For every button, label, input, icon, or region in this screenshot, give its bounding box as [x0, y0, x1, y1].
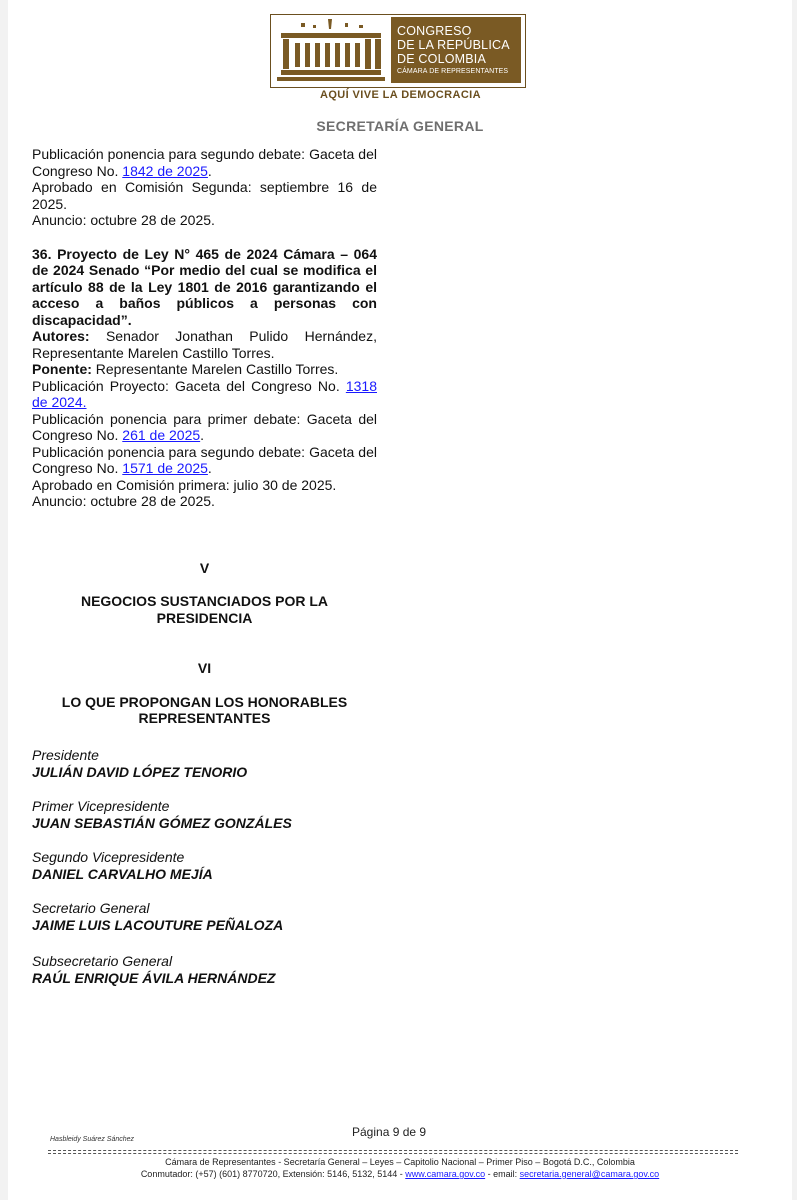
document-page — [8, 0, 792, 1200]
footer-contact: Conmutador: (+57) (601) 8770720, Extensión: 5146, 5132, 5144 - www.camara.gov.co - email: secretaria.general@camara.gov.co — [140, 1169, 660, 1179]
item-36-aprobado: Aprobado en Comisión primera: julio 30 de 2025. — [32, 476, 337, 493]
spacer — [32, 576, 377, 593]
signature-secretario-general — [32, 900, 377, 934]
spacer — [32, 510, 377, 560]
spacer — [32, 229, 377, 246]
signature-role: Segundo Vicepresidente — [32, 848, 185, 865]
page-number: Página 9 de 9 — [352, 1125, 427, 1139]
section-vi-number: VI — [197, 660, 212, 676]
agenda-column — [32, 146, 377, 987]
item-36-title: 36. Proyecto de Ley N° 465 de 2024 Cámara – 064 de 2024 Senado “Por medio del cual se modifica el artículo 88 de la Ley 1801 de 2016 garantizando el acceso a baños públicos a personas con discapacidad”. — [32, 245, 377, 328]
paragraph-anuncio: Anuncio: octubre 28 de 2025. — [32, 212, 215, 228]
spacer — [32, 781, 377, 798]
item-36-autores: Autores: Senador Jonathan Pulido Hernández, Representante Marelen Castillo Torres. — [32, 328, 377, 361]
spacer — [32, 934, 377, 953]
signature-name: DANIEL CARVALHO MEJÍA — [32, 865, 213, 882]
spacer — [32, 883, 377, 900]
item-36-pub-proyecto: Publicación Proyecto: Gaceta del Congreso No. 1318 de 2024. — [32, 377, 377, 410]
footer-address: Cámara de Representantes - Secretaría General – Leyes – Capitolio Nacional – Primer Piso – Bogotá D.C., Colombia — [165, 1157, 635, 1167]
document-author: Hasbleidy Suárez Sánchez — [50, 1136, 135, 1143]
capitol-columns-logo-icon — [273, 17, 389, 83]
signature-name: JAIME LUIS LACOUTURE PEÑALOZA — [32, 916, 284, 933]
logo-frame — [270, 14, 526, 88]
section-heading: SECRETARÍA GENERAL — [316, 118, 484, 134]
signature-segundo-vicepresidente — [32, 849, 377, 883]
item-36-ponente: Ponente: Representante Marelen Castillo Torres. — [32, 361, 339, 377]
signature-subsecretario-general — [32, 953, 377, 987]
signature-name: JULIÁN DAVID LÓPEZ TENORIO — [32, 763, 248, 780]
section-vi-title: LO QUE PROPONGAN LOS HONORABLES REPRESENTANTES — [61, 693, 348, 726]
signature-role: Primer Vicepresidente — [32, 797, 170, 814]
signature-name: JUAN SEBASTIÁN GÓMEZ GONZÁLES — [32, 814, 292, 831]
signature-presidente — [32, 747, 377, 781]
congreso-logo — [270, 14, 526, 104]
logo-text — [391, 17, 521, 83]
gaceta-link-1318[interactable]: 1318 de 2024. — [32, 377, 377, 410]
signature-block — [32, 747, 377, 987]
logo-line-3: DE COLOMBIA — [397, 51, 487, 66]
gaceta-link-261[interactable]: 261 de 2025 — [122, 427, 201, 443]
item-36-pub-segundo: Publicación ponencia para segundo debate: Gaceta del Congreso No. 1571 de 2025. — [32, 443, 377, 476]
gaceta-link-1842[interactable]: 1842 de 2025 — [122, 162, 208, 179]
signature-name: RAÚL ENRIQUE ÁVILA HERNÁNDEZ — [32, 969, 276, 986]
paragraph-aprobado: Aprobado en Comisión Segunda: septiembre 16 de 2025. — [32, 179, 377, 212]
website-link[interactable]: www.camara.gov.co — [405, 1169, 486, 1179]
footer-divider — [48, 1153, 738, 1154]
section-v-number: V — [199, 559, 210, 576]
spacer — [32, 626, 377, 660]
signature-role: Presidente — [32, 746, 99, 763]
logo-tagline: AQUÍ VIVE LA DEMOCRACIA — [320, 89, 481, 101]
signature-role: Subsecretario General — [32, 952, 173, 969]
footer-divider — [48, 1150, 738, 1151]
item-36-anuncio: Anuncio: octubre 28 de 2025. — [32, 493, 215, 509]
paragraph-publicacion-segundo: Publicación ponencia para segundo debate: Gaceta del Congreso No. 1842 de 2025. — [32, 146, 377, 179]
email-link[interactable]: secretaria.general@camara.gov.co — [519, 1169, 660, 1179]
spacer — [32, 832, 377, 849]
spacer — [32, 727, 377, 747]
section-v-title: NEGOCIOS SUSTANCIADOS POR LA PRESIDENCIA — [80, 593, 329, 626]
spacer — [32, 677, 377, 694]
gaceta-link-1571[interactable]: 1571 de 2025 — [122, 460, 208, 476]
signature-primer-vicepresidente — [32, 798, 377, 832]
logo-line-1: CONGRESO — [397, 23, 472, 38]
logo-line-small: CÁMARA DE REPRESENTANTES — [397, 67, 509, 75]
signature-role: Secretario General — [32, 899, 150, 916]
item-36-pub-primer: Publicación ponencia para primer debate: Gaceta del Congreso No. 261 de 2025. — [32, 410, 377, 443]
logo-line-2: DE LA REPÚBLICA — [397, 37, 510, 52]
